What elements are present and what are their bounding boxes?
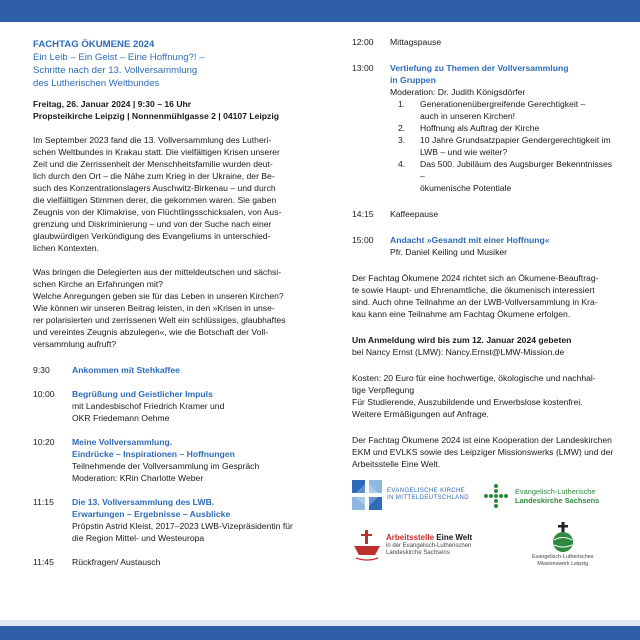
- schedule-item-1020: 10:20 Meine Vollversammlung. Eindrücke – Inspirationen – Hoffnungen Teilnehmende der Vollversammlung im Gespräch Moderation: KRin Charlotte Weber: [33, 437, 260, 483]
- event-venue: Propsteikirche Leipzig | Nonnenmühlgasse 2 | 04107 Leipzig: [33, 111, 279, 121]
- schedule-item-0930: 9:30 Ankommen mit Stehkaffee: [33, 365, 180, 375]
- globe-cross-icon: [550, 522, 576, 554]
- bottom-color-band: [0, 620, 640, 640]
- sachsen-logo: Evangelisch-Lutherische Landeskirche Sachsens: [482, 482, 599, 510]
- church-boat-icon: [352, 528, 382, 562]
- schedule-item-1115: 11:15 Die 13. Vollversammlung des LWB. Erwartungen – Ergebnisse – Ausblicke Pröpstin Astrid Kleist, 2017–2023 LWB-Vizepräsidentin für die Region Mittel- und Westeuropa: [33, 497, 293, 543]
- sachsen-cross-icon: [482, 482, 510, 510]
- workshop-item: 2. Hoffnung als Auftrag der Kirche: [398, 123, 540, 133]
- right-column: [352, 36, 614, 590]
- lmw-logo: Evangelisch-Lutherisches Missionswerk Leipzig: [532, 522, 593, 567]
- cooperation-paragraph: Der Fachtag Ökumene 2024 ist eine Kooperation der Landeskirchen EKM und EVLKS sowie des Leipziger Missionswerks (LMW) und der Arbeitsstelle Eine Welt.: [352, 435, 614, 469]
- schedule-item-1300: 13:00 Vertiefung zu Themen der Vollversammlung in Gruppen Moderation: Dr. Judith Königsdörfer 1. Generationenübergreifende Gerechtigkeit – auch in unseren Kirchen! 2. Hoffnung als Auftrag der Kirche 3. 10 Jahre Grundsatzpapier Gendergerechtigkeit im LWB – und wie weiter? 4. Das 500. Jubiläum des Augsburger Bekenntnisses – ökumenische Potentiale: [352, 63, 613, 193]
- schedule-item-1145: 11:45 Rückfragen/ Austausch: [33, 557, 161, 567]
- registration-heading: Um Anmeldung wird bis zum 12. Januar 2024 gebeten: [352, 335, 572, 345]
- arbeitsstelle-eine-welt-logo: Arbeitsstelle Eine Welt in der Evangelisch-Lutherischen Landeskirche Sachsens: [352, 528, 472, 562]
- partner-logos: [352, 480, 614, 590]
- intro-paragraph: Im September 2023 fand die 13. Vollversammlung des Lutheri- schen Weltbundes in Krakau statt. Die vielfältigen Krisen unserer Zeit und die Zerrissenheit der Menschheitsfamilie wurden deut- lich durch den Ort – die Nähe zum Krieg in der Ukraine, der Be- such des Konzentrationslagers Auschwitz-Birkenau – und durch die vielfältigen Stimmen derer, die gekommen waren. Sie gaben Zeugnis von der Klimakrise, von Flüchtlingsschicksalen, von Aus- grenzung und Diskriminierung – und von der Suche nach einer glaubwürdigen Verkündigung des Evangeliums in unterschied- lichen Kontexten.: [33, 135, 282, 253]
- audience-paragraph: Der Fachtag Ökumene 2024 richtet sich an Ökumene-Beauftrag- te sowie Haupt- und Ehrenamtliche, die ökumenisch interessiert sind. Auch ohne Teilnahme an der LWB-Vollversammlung in Kra- kau kann eine Teilnahme am Fachtag Ökumene erfolgen.: [352, 273, 599, 319]
- workshop-list: [390, 98, 614, 194]
- event-subtitle: Ein Leib – Ein Geist – Eine Hoffnung?! – Schritte nach der 13. Vollversammlung des Lutherischen Weltbundes: [33, 52, 205, 89]
- event-kicker: FACHTAG ÖKUMENE 2024: [33, 39, 155, 50]
- schedule-item-1415: 14:15 Kaffeepause: [352, 209, 439, 219]
- questions-paragraph: Was bringen die Delegierten aus der mitteldeutschen und sächsi- schen Kirche an Erfahrungen mit? Welche Anregungen geben sie für das Leben in unseren Kirchen? Wie können wir unseren Beitrag leisten, in den »Krisen in unse- rer polarisierten und zerrissenen Welt ein schlüssiges, glaubhaftes und vereintes Zeugnis abzulegen«, wie die Botschaft der Voll- versammlung aufruft?: [33, 267, 286, 349]
- workshop-item: 4. Das 500. Jubiläum des Augsburger Bekenntnisses – ökumenische Potentiale: [398, 159, 613, 193]
- workshop-item: 1. Generationenübergreifende Gerechtigkeit – auch in unseren Kirchen!: [398, 99, 586, 121]
- ekm-cross-icon: [352, 480, 382, 510]
- event-date: Freitag, 26. Januar 2024 | 9:30 – 16 Uhr: [33, 99, 192, 109]
- registration-block: [352, 334, 614, 358]
- costs-paragraph: Kosten: 20 Euro für eine hochwertige, ökologische und nachhal- tige Verpflegung Für Studierende, Auszubildende und Erwerbslose kostenfrei. Weitere Ermäßigungen auf Anfrage.: [352, 373, 596, 419]
- schedule-item-1200: 12:00 Mittagspause: [352, 37, 442, 47]
- top-color-band: [0, 0, 640, 22]
- registration-contact: bei Nancy Ernst (LMW): Nancy.Ernst@LMW-Mission.de: [352, 347, 565, 357]
- schedule-item-1500: 15:00 Andacht »Gesandt mit einer Hoffnung« Pfr. Daniel Keiling und Musiker: [352, 235, 550, 257]
- schedule-item-1000: 10:00 Begrüßung und Geistlicher Impuls mit Landesbischof Friedrich Kramer und OKR Friedemann Oehme: [33, 389, 225, 423]
- ekm-logo: EVANGELISCHE KIRCHE IN MITTELDEUTSCHLAND: [352, 480, 469, 510]
- workshop-item: 3. 10 Jahre Grundsatzpapier Gendergerechtigkeit im LWB – und wie weiter?: [398, 135, 611, 157]
- left-column: [33, 38, 320, 568]
